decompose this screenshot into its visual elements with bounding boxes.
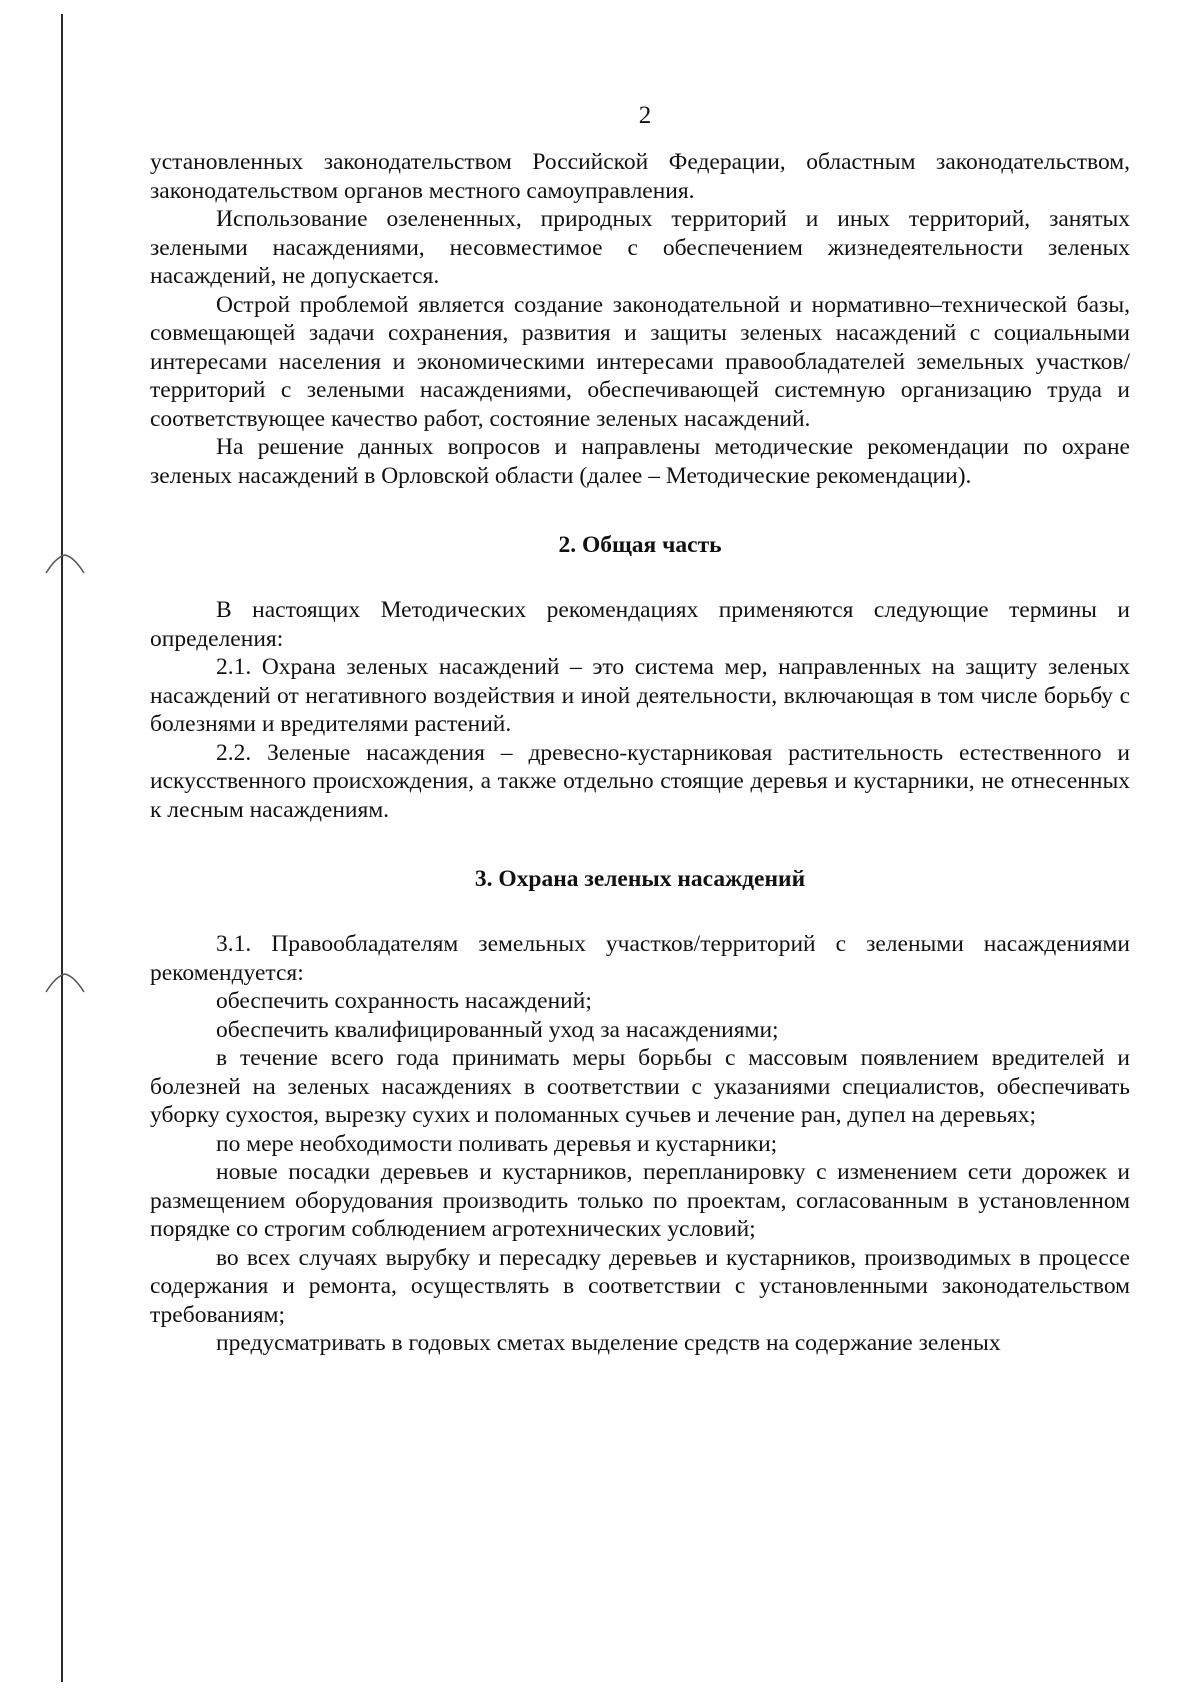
section-3-list-item: по мере необходимости поливать деревья и кустарники; [216,1130,778,1157]
section-3-heading: 3. Охрана зеленых насаждений [474,866,806,892]
intro-paragraph: установленных законодательством Российской Федерации, областным законодательством, законодательством органов местного самоуправления. [150,149,1130,204]
scan-binding-edge [61,14,63,1682]
punch-hole-mark-upper [44,551,86,577]
section-3-list-item: новые посадки деревьев и кустарников, перепланировку с изменением сети дорожек и размещением оборудования производить только по проектам, согласованным в установленном порядке со строгим соблюдением агротехнических условий; [150,1159,1130,1242]
section-2-paragraph: В настоящих Методических рекомендациях применяются следующие термины и определения: [150,597,1130,652]
intro-section [150,148,1130,490]
punch-hole-mark-lower [44,970,86,996]
section-3-list-item: в течение всего года принимать меры борьбы с массовым появлением вредителей и болезней на зеленых насаждениях в соответствии с указаниями специалистов, обеспечивать уборку сухостоя, вырезку сухих и поломанных сучьев и лечение ран, дупел на деревьях; [150,1045,1130,1128]
intro-paragraph: Использование озелененных, природных территорий и иных территорий, занятых зелеными насаждениями, несовместимое с обеспечением жизнедеятельности зеленых насаждений, не допускается. [150,206,1130,289]
section-3-list-item: предусматривать в годовых сметах выделение средств на содержание зеленых [216,1330,1001,1356]
section-3-paragraph: 3.1. Правообладателям земельных участков/территорий с зелеными насаждениями рекомендуется: [150,931,1130,986]
section-3-list-item: обеспечить квалифицированный уход за насаждениями; [216,1016,779,1043]
section-3-list-item: во всех случаях вырубку и пересадку деревьев и кустарников, производимых в процессе содержания и ремонта, осуществлять в соответствии с установленными законодательством требованиям; [150,1244,1130,1328]
section-3-body [150,930,1130,1358]
section-3-list-item: обеспечить сохранность насаждений; [216,988,592,1014]
section-2-body [150,596,1130,824]
section-2-definition: 2.2. Зеленые насаждения – древесно-кустарниковая растительность естественного и искусственного происхождения, а также отдельно стоящие деревья и кустарники, не отнесенных к лесным насаждениям. [150,739,1130,823]
section-2-heading: 2. Общая часть [558,532,722,558]
page-number: 2 [638,102,652,129]
intro-paragraph: Острой проблемой является создание законодательной и нормативно–технической базы, совмещающей задачи сохранения, развития и защиты зеленых насаждений с социальными интересами населения и экономическими интересами правообладателей земельных участков/территорий с зелеными насаждениями, обеспечивающей системную организацию труда и соответствующее качество работ, состояние зеленых насаждений. [150,291,1130,432]
intro-paragraph: На решение данных вопросов и направлены методические рекомендации по охране зеленых насаждений в Орловской области (далее – Методические рекомендации). [150,434,1130,489]
document-page [150,100,1130,1358]
section-2-definition: 2.1. Охрана зеленых насаждений – это система мер, направленных на защиту зеленых насаждений от негативного воздействия и иной деятельности, включающая в том числе борьбу с болезнями и вредителями растений. [150,654,1130,737]
